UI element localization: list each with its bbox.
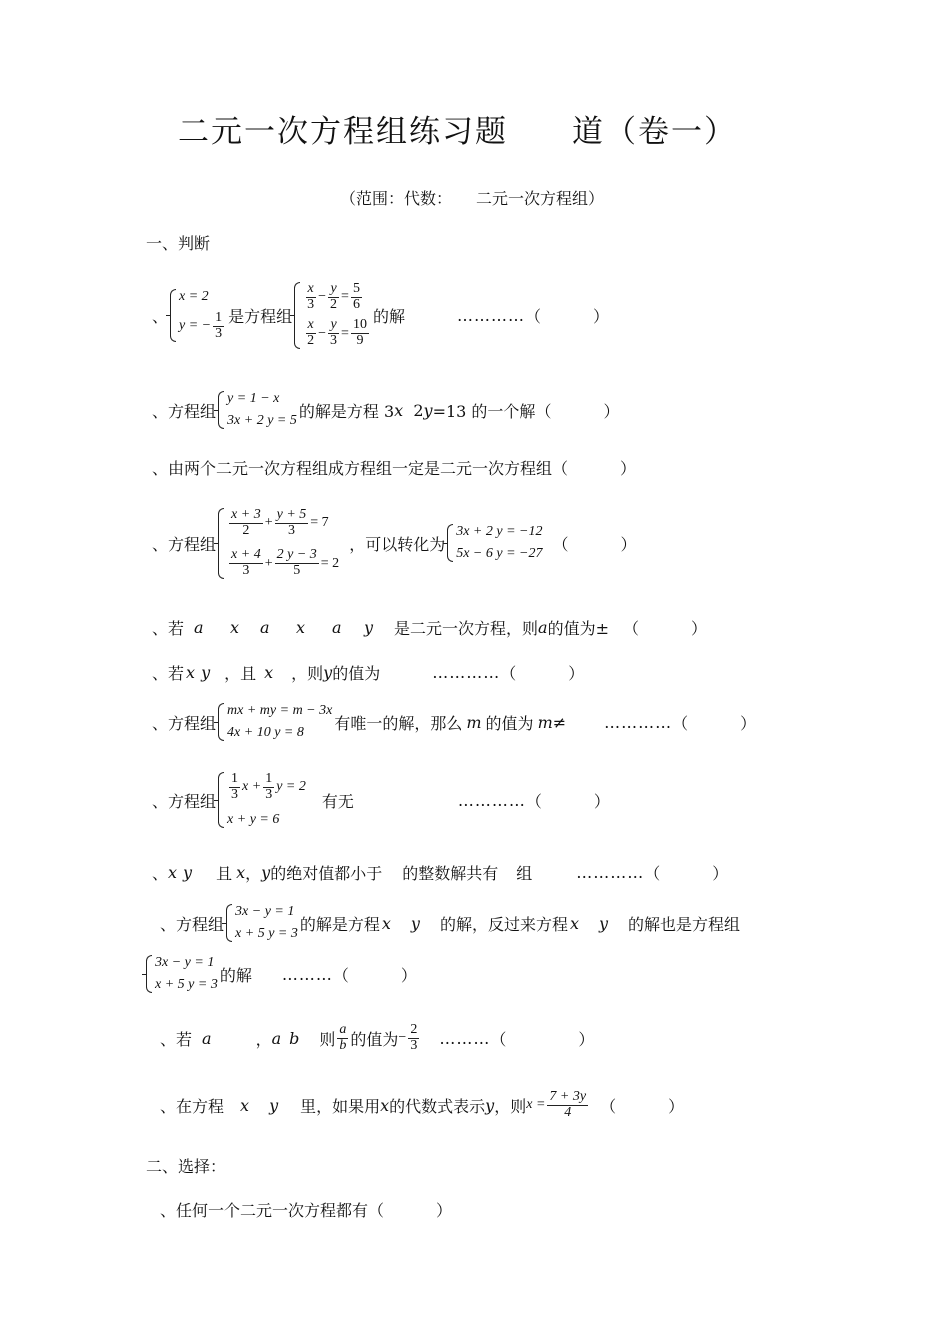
question-7: 、 方程组 mx + my = m − 3x 4x + 10 y = 8 有唯一的解，那么 m 的值为 m ≠ ………… （ ） (152, 703, 757, 740)
question-4: 、 方程组 $\frac{x + 3}{2}$ + $\frac{y + 5}{3}$ = 7 $\frac{x + 4}{3}$ + $\frac{2 y - 3}{5}$ = 2 ，可以转化为 3x + 2 y = −12 5x − 6 y = −27 （ ） (152, 507, 637, 579)
answer-blank[interactable]: （ ） (535, 401, 620, 421)
question-6: 、 若 x y ，且 x ，则 y 的值为 ………… （ ） (152, 663, 585, 683)
answer-blank[interactable]: （ ） (368, 1201, 453, 1220)
question-11: 、 若 a ， a b 则 $\frac{a}{b}$ 的值为 − $\frac{2}{3}$ ……… （ ） (160, 1022, 595, 1053)
answer-blank[interactable]: （ ） (672, 713, 757, 733)
answer-blank[interactable]: （ ） (552, 534, 637, 554)
answer-blank[interactable]: （ ） (490, 1029, 595, 1049)
question-9: 、 x y 且 x ， y 的绝对值都小于 的整数解共有 组 ………… （ ） (152, 863, 729, 883)
question-8: 、 方程组 $\frac{1}{3}$ x + $\frac{1}{3}$ y = 2 x + y = 6 有无 ………… （ ） (152, 771, 610, 828)
page-subtitle: （范围：代数： 二元一次方程组） (340, 189, 605, 208)
answer-blank[interactable]: （ ） (552, 459, 637, 478)
answer-blank[interactable]: （ ） (525, 791, 610, 811)
question-13: 、 任何一个二元一次方程都有 （ ） (160, 1198, 452, 1221)
system-equations: $\frac{x}{3}$ − $\frac{y}{2}$ = $\frac{5}{6}$ $\frac{x}{2}$ − $\frac{y}{3}$ = $\frac{10}{9}$ (294, 282, 371, 349)
answer-blank[interactable]: （ ） (623, 619, 708, 638)
question-1: 、 x = 2 y = − $\frac{1}{3}$ 是方程组 $\frac{x}{3}$ − $\frac{y}{2}$ = $\frac{5}{6}$ $\frac{x}{2}$ − $\frac{y}{3}$ = $\frac{10}{9}$ 的解 ………… （ ） (152, 281, 609, 349)
answer-blank[interactable]: （ ） (500, 664, 585, 683)
answer-blank[interactable]: （ ） (332, 965, 417, 985)
answer-blank[interactable]: （ ） (644, 864, 729, 883)
question-12: 、 在方程 x y 里，如果用 x 的代数式表示 y ，则 x = $\frac{7 + 3y}{4}$ （ ） (160, 1089, 685, 1120)
question-10-continued: 3x − y = 1 x + 5 y = 3 的解 ……… （ ） (144, 955, 417, 993)
question-2: 、 方程组 y = 1 − x 3x + 2 y = 5 的解是方程 3 x 2 y =13 的一个解 （ ） (152, 391, 620, 428)
answer-blank[interactable]: （ ） (600, 1096, 685, 1116)
system-solution: x = 2 y = − $\frac{1}{3}$ (170, 289, 226, 341)
question-3: 、 由两个二元一次方程组成方程组一定是二元一次方程组 （ ） (152, 456, 636, 479)
page-title: 二元一次方程组练习题 道（卷一） (178, 114, 737, 150)
section-judge-heading: 一、判断 (146, 234, 211, 253)
question-5: 、 若 a x a x a y 是二元一次方程，则 a 的值为± （ ） (152, 618, 708, 638)
question-10: 、 方程组 3x − y = 1 x + 5 y = 3 的解是方程 x y 的解，反过来方程 x y 的解也是方程组 (160, 904, 741, 941)
answer-blank[interactable]: （ ） (524, 306, 609, 326)
section-choice-heading: 二、选择： (146, 1157, 227, 1176)
